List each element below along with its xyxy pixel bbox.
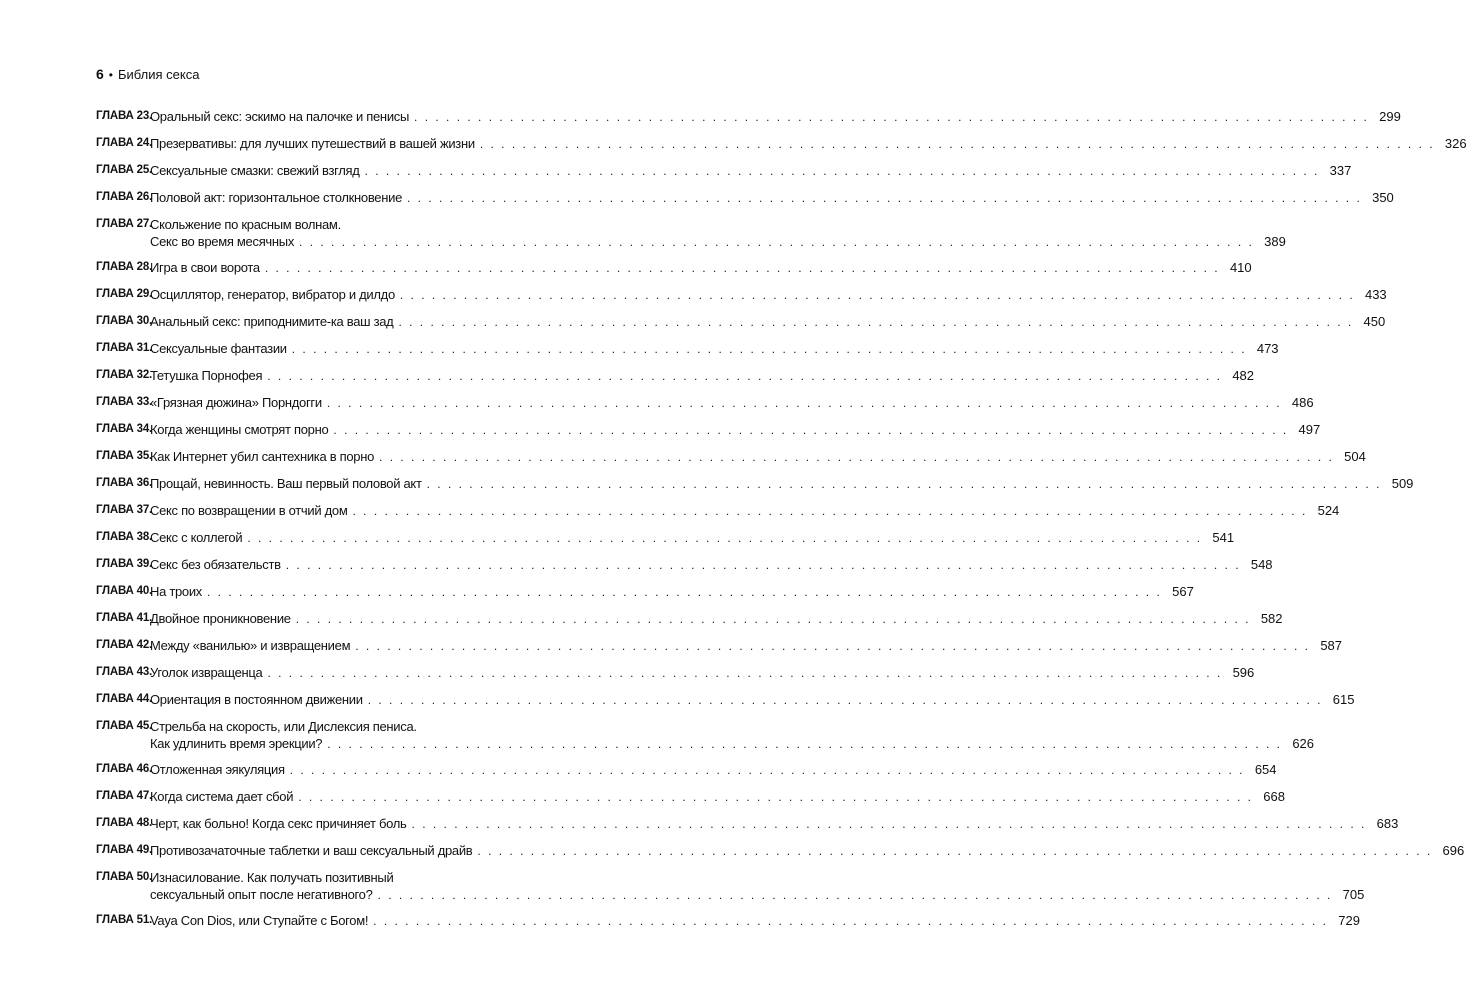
- chapter-label: ГЛАВА 30.: [96, 315, 153, 327]
- chapter-title: сексуальный опыт после негативного?: [150, 887, 373, 902]
- toc-entry: [96, 908, 1360, 935]
- chapter-title: Осциллятор, генератор, вибратор и дилдо: [150, 287, 395, 302]
- dot-leader: [407, 190, 1362, 207]
- page-ref: 729: [1338, 913, 1360, 928]
- toc-entry: [96, 336, 1279, 363]
- page-ref: 473: [1256, 341, 1279, 356]
- chapter-title: Изнасилование. Как получать позитивный: [150, 870, 394, 885]
- chapter-label: ГЛАВА 36.: [96, 477, 153, 489]
- chapter-title: Vaya Con Dios, или Ступайте с Богом!: [150, 913, 369, 928]
- chapter-label: ГЛАВА 37.: [96, 504, 153, 516]
- chapter-label: ГЛАВА 43.: [96, 666, 153, 678]
- toc-entry: [96, 471, 1414, 498]
- dot-leader: [247, 530, 1202, 547]
- chapter-label: ГЛАВА 33.: [96, 396, 153, 408]
- toc-entry: [96, 498, 1340, 525]
- dot-leader: [267, 368, 1222, 385]
- toc-entry: [96, 606, 1283, 633]
- toc-entry: [96, 309, 1386, 336]
- chapter-title: Игра в свои ворота: [150, 260, 260, 275]
- chapter-label: ГЛАВА 29.: [96, 288, 153, 300]
- chapter-label: ГЛАВА 32.: [96, 369, 153, 381]
- page-ref: 389: [1264, 234, 1286, 249]
- page-ref: 326: [1444, 136, 1467, 151]
- chapter-title: Когда женщины смотрят порно: [150, 422, 329, 437]
- chapter-title: Между «ванилью» и извращением: [150, 638, 351, 653]
- page-ref: 504: [1344, 449, 1366, 464]
- chapter-title: Как Интернет убил сантехника в порно: [150, 449, 375, 464]
- chapter-label: ГЛАВА 31.: [96, 342, 153, 354]
- chapter-title: Сексуальные смазки: свежий взгляд: [150, 163, 360, 178]
- chapter-title: Секс без обязательств: [150, 557, 281, 572]
- page-ref: 587: [1320, 638, 1343, 653]
- page-ref: 582: [1260, 611, 1283, 626]
- chapter-label: ГЛАВА 25.: [96, 164, 153, 176]
- page-ref: 696: [1442, 843, 1465, 858]
- dot-leader: [373, 913, 1328, 930]
- chapter-title: Оральный секс: эскимо на палочке и пенисы: [150, 109, 410, 124]
- chapter-label: ГЛАВА 26.: [96, 191, 153, 203]
- chapter-title: Ориентация в постоянном движении: [150, 692, 363, 707]
- page-ref: 299: [1379, 109, 1401, 124]
- dot-leader: [290, 762, 1245, 779]
- dot-leader: [398, 314, 1353, 331]
- page-ref: 524: [1317, 503, 1340, 518]
- page-ref: 509: [1391, 476, 1414, 491]
- chapter-label: ГЛАВА 40.: [96, 585, 153, 597]
- dot-leader: [267, 665, 1222, 682]
- dot-leader: [368, 692, 1323, 709]
- chapter-label: ГЛАВА 23.: [96, 110, 153, 122]
- dot-leader: [265, 260, 1220, 277]
- dot-leader: [296, 611, 1251, 628]
- chapter-title: «Грязная дюжина» Порндогги: [150, 395, 322, 410]
- toc-entry: [96, 363, 1255, 390]
- chapter-label: ГЛАВА 38.: [96, 531, 153, 543]
- chapter-title: Уголок извращенца: [150, 665, 263, 680]
- dot-leader: [412, 816, 1367, 833]
- page-number: 6: [96, 66, 104, 82]
- chapter-title: Двойное проникновение: [150, 611, 291, 626]
- running-header: [96, 66, 199, 82]
- chapter-title: Секс с коллегой: [150, 530, 243, 545]
- chapter-label: ГЛАВА 44.: [96, 693, 153, 705]
- page-ref: 497: [1298, 422, 1321, 437]
- chapter-title: Секс во время месячных: [150, 234, 295, 249]
- page-ref: 482: [1232, 368, 1255, 383]
- toc-entry: [96, 131, 1467, 158]
- chapter-title: Анальный секс: приподнимите-ка ваш зад: [150, 314, 394, 329]
- chapter-label: ГЛАВА 24.: [96, 137, 153, 149]
- page-ref: 626: [1292, 736, 1315, 751]
- dot-leader: [400, 287, 1355, 304]
- chapter-title: Черт, как больно! Когда секс причиняет боль: [150, 816, 407, 831]
- dot-leader: [427, 476, 1382, 493]
- dot-leader: [286, 557, 1241, 574]
- chapter-label: ГЛАВА 42.: [96, 639, 153, 651]
- page-ref: 450: [1363, 314, 1386, 329]
- toc-entry: [96, 417, 1321, 444]
- toc-entry: [96, 757, 1277, 784]
- chapter-label: ГЛАВА 47.: [96, 790, 153, 802]
- dot-leader: [355, 638, 1310, 655]
- chapter-title: Тетушка Порнофея: [150, 368, 263, 383]
- chapter-title: Когда система дает сбой: [150, 789, 294, 804]
- toc-entry: [96, 660, 1255, 687]
- page-ref: 350: [1372, 190, 1394, 205]
- chapter-label: ГЛАВА 39.: [96, 558, 153, 570]
- dot-leader: [327, 736, 1282, 753]
- dot-leader: [480, 136, 1435, 153]
- chapter-label: ГЛАВА 50.: [96, 871, 153, 883]
- toc-entry: [96, 714, 1315, 757]
- book-title: Библия секса: [118, 67, 200, 82]
- page-ref: 705: [1342, 887, 1365, 902]
- dot-leader: [353, 503, 1308, 520]
- toc-entry: [96, 579, 1194, 606]
- dot-leader: [379, 449, 1334, 466]
- chapter-label: ГЛАВА 28.: [96, 261, 153, 273]
- chapter-label: ГЛАВА 51.: [96, 914, 153, 926]
- toc-entry: [96, 687, 1355, 714]
- chapter-title: Сексуальные фантазии: [150, 341, 287, 356]
- chapter-label: ГЛАВА 48.: [96, 817, 153, 829]
- chapter-title: Стрельба на скорость, или Дислексия пениса.: [150, 719, 417, 734]
- chapter-title: Как удлинить время эрекции?: [150, 736, 323, 751]
- page-ref: 548: [1250, 557, 1273, 572]
- page-ref: 654: [1254, 762, 1277, 777]
- page-ref: 683: [1376, 816, 1399, 831]
- table-of-contents: [96, 104, 1467, 935]
- toc-entry: [96, 865, 1365, 908]
- toc-entry: [96, 811, 1399, 838]
- toc-entry: [96, 390, 1314, 417]
- header-bullet: •: [108, 68, 113, 82]
- page-ref: 410: [1229, 260, 1252, 275]
- dot-leader: [327, 395, 1282, 412]
- toc-entry: [96, 838, 1465, 865]
- dot-leader: [292, 341, 1247, 358]
- page-ref: 541: [1212, 530, 1235, 545]
- page-ref: 486: [1291, 395, 1314, 410]
- dot-leader: [414, 109, 1369, 126]
- toc-entry: [96, 282, 1387, 309]
- toc-entry: [96, 104, 1401, 131]
- page-ref: 567: [1172, 584, 1194, 599]
- toc-entry: [96, 525, 1235, 552]
- dot-leader: [207, 584, 1162, 601]
- chapter-label: ГЛАВА 35.: [96, 450, 153, 462]
- toc-entry: [96, 552, 1273, 579]
- chapter-label: ГЛАВА 46.: [96, 763, 153, 775]
- toc-entry: [96, 212, 1286, 255]
- page-ref: 337: [1329, 163, 1352, 178]
- toc-entry: [96, 158, 1352, 185]
- chapter-title: Презервативы: для лучших путешествий в вашей жизни: [150, 136, 475, 151]
- page-ref: 596: [1232, 665, 1255, 680]
- dot-leader: [298, 789, 1253, 806]
- dot-leader: [477, 843, 1432, 860]
- page-ref: 668: [1263, 789, 1285, 804]
- chapter-label: ГЛАВА 49.: [96, 844, 153, 856]
- chapter-title: На троих: [150, 584, 203, 599]
- page-ref: 615: [1332, 692, 1355, 707]
- toc-entry: [96, 185, 1394, 212]
- chapter-label: ГЛАВА 45.: [96, 720, 153, 732]
- toc-entry: [96, 784, 1285, 811]
- chapter-title: Прощай, невинность. Ваш первый половой акт: [150, 476, 422, 491]
- toc-entry: [96, 255, 1252, 282]
- dot-leader: [378, 887, 1333, 904]
- chapter-title: Скольжение по красным волнам.: [150, 217, 341, 232]
- toc-entry: [96, 633, 1343, 660]
- dot-leader: [333, 422, 1288, 439]
- chapter-title: Отложенная эякуляция: [150, 762, 285, 777]
- dot-leader: [299, 234, 1254, 251]
- page-ref: 433: [1364, 287, 1387, 302]
- chapter-label: ГЛАВА 41.: [96, 612, 153, 624]
- chapter-title: Половой акт: горизонтальное столкновение: [150, 190, 402, 205]
- chapter-label: ГЛАВА 34.: [96, 423, 153, 435]
- dot-leader: [365, 163, 1320, 180]
- chapter-title: Противозачаточные таблетки и ваш сексуальный драйв: [150, 843, 473, 858]
- chapter-label: ГЛАВА 27.: [96, 218, 153, 230]
- toc-entry: [96, 444, 1366, 471]
- chapter-title: Секс по возвращении в отчий дом: [150, 503, 348, 518]
